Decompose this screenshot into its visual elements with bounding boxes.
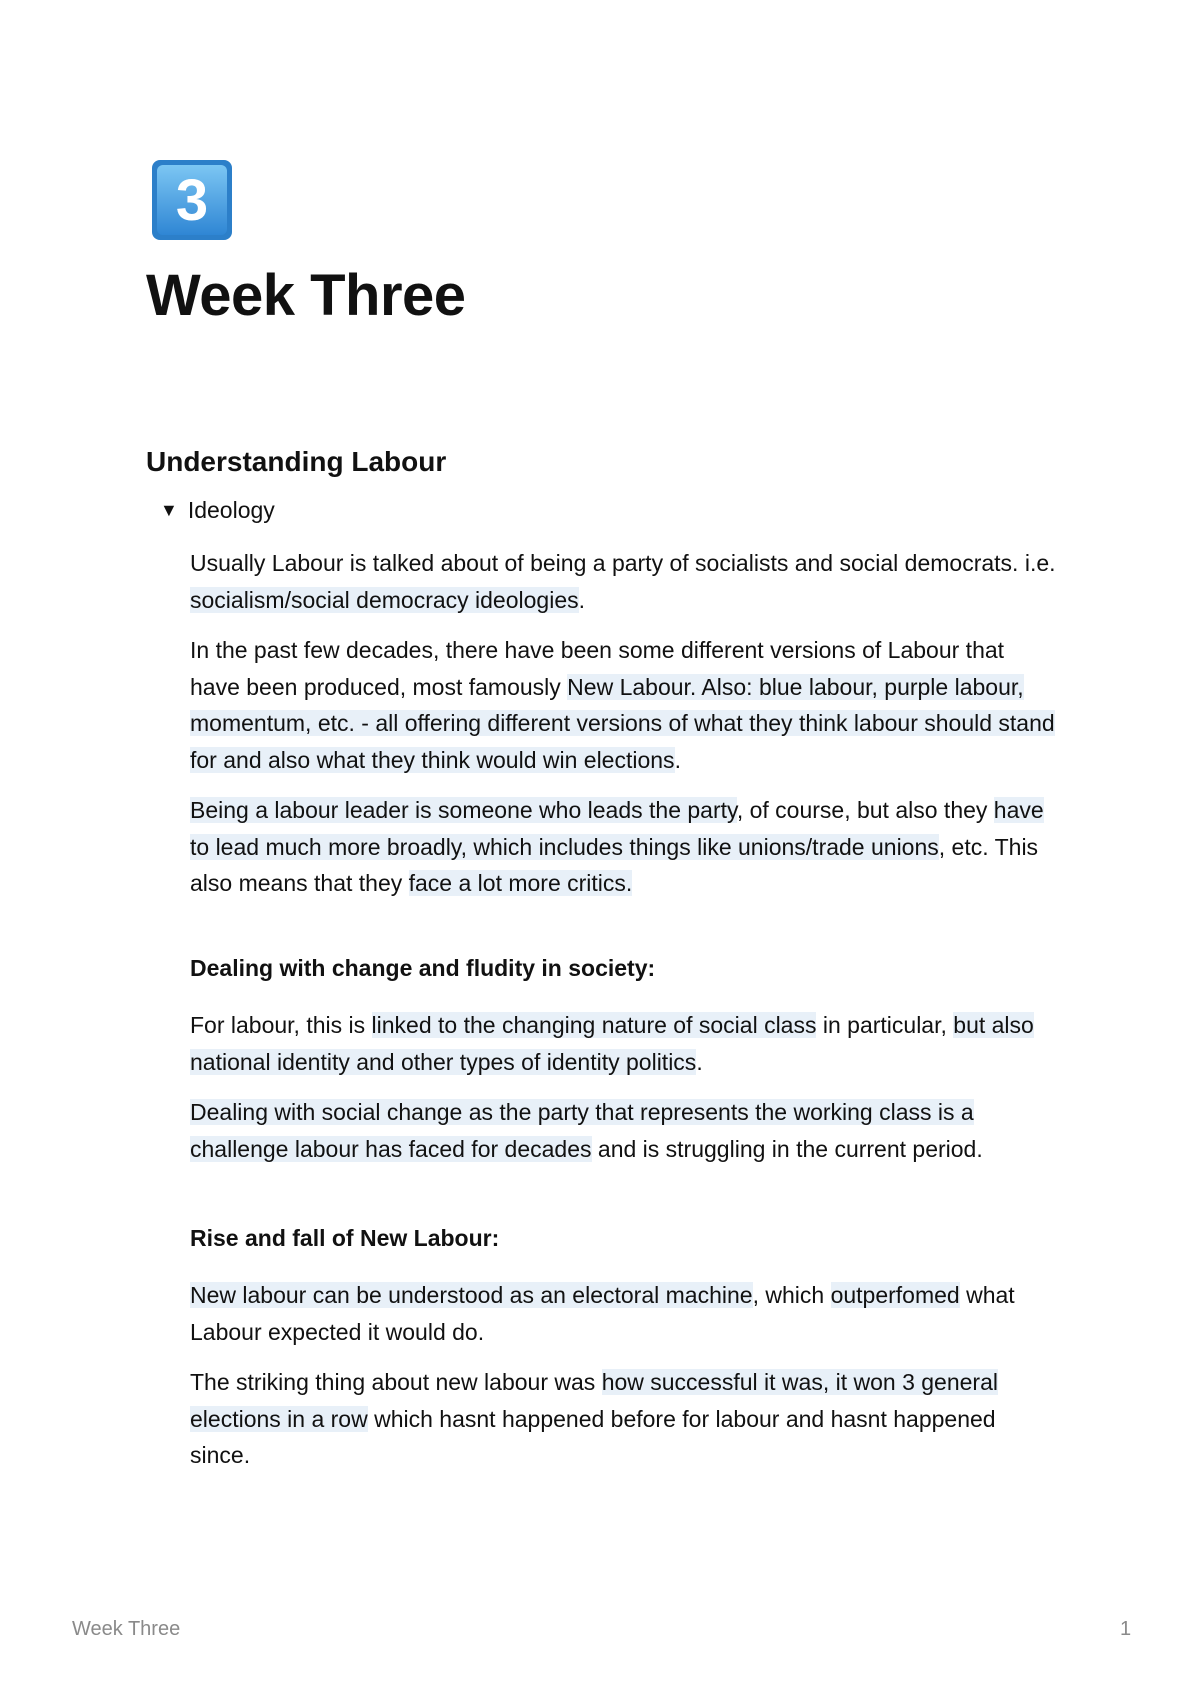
paragraph	[190, 1277, 1060, 1350]
text-run: The striking thing about new labour was	[190, 1369, 602, 1395]
highlighted-text: outperfomed	[830, 1282, 960, 1308]
section-heading: Understanding Labour	[146, 446, 447, 477]
highlighted-text: New Labour. Also: blue labour, purple labour, momentum, etc. - all offering different versions of what they think labour should stand for and also what they think would win elections	[190, 673, 1055, 773]
text-run: Usually Labour is talked about of being a party of socialists and social democrats. i.e.	[190, 550, 1056, 576]
paragraph	[190, 1364, 1060, 1474]
paragraph	[190, 545, 1060, 618]
highlighted-text: how successful it was, it won 3 general elections in a row	[190, 1369, 998, 1432]
text-run: in particular,	[816, 1012, 954, 1038]
text-run: In the past few decades, there have been some different versions of Labour that have been produced, most famously	[190, 637, 1005, 700]
text-run: and is struggling in the current period.	[591, 1135, 983, 1162]
page-number: 1	[1120, 1618, 1132, 1640]
text-run: , which	[752, 1282, 831, 1308]
paragraph	[190, 792, 1060, 902]
keycap-3-label: 3	[175, 168, 209, 233]
subheading: Dealing with change and fludity in society:	[190, 955, 656, 981]
paragraph	[190, 632, 1060, 778]
keycap-3-icon	[150, 158, 234, 242]
highlighted-text: but also national identity and other types of identity politics	[190, 1012, 1034, 1075]
highlighted-text: Dealing with social change as the party that represents the working class is a challenge labour has faced for decades	[190, 1099, 974, 1162]
text-run: .	[674, 746, 681, 773]
triangle-down-icon[interactable]: ▼	[160, 500, 178, 520]
text-run: For labour, this is	[190, 1012, 372, 1038]
text-run: which hasnt happened before for labour and hasnt happened since.	[190, 1405, 996, 1469]
ideology-toggle[interactable]	[160, 497, 275, 524]
text-run: , of course, but also they	[736, 797, 994, 823]
paragraph	[190, 1094, 1060, 1167]
highlighted-text: socialism/social democracy ideologies	[190, 586, 579, 613]
paragraph	[190, 1007, 1060, 1080]
page-title: Week Three	[146, 263, 466, 328]
text-run: .	[696, 1048, 703, 1075]
highlighted-text: linked to the changing nature of social class	[371, 1012, 817, 1038]
toggle-label: Ideology	[187, 497, 275, 523]
text-run: what Labour expected it would do.	[190, 1282, 1015, 1345]
highlighted-text: New labour can be understood as an electoral machine	[190, 1282, 753, 1308]
text-run: , etc. This also means that they	[190, 833, 1039, 897]
highlighted-text: have to lead much more broadly, which includes things like unions/trade unions	[190, 797, 1044, 860]
highlighted-text: Being a labour leader is someone who leads the party	[190, 797, 737, 823]
subheading: Rise and fall of New Labour:	[190, 1225, 500, 1251]
text-run: .	[578, 586, 585, 613]
footer-title: Week Three	[72, 1618, 181, 1640]
highlighted-text: face a lot more critics.	[408, 870, 633, 897]
